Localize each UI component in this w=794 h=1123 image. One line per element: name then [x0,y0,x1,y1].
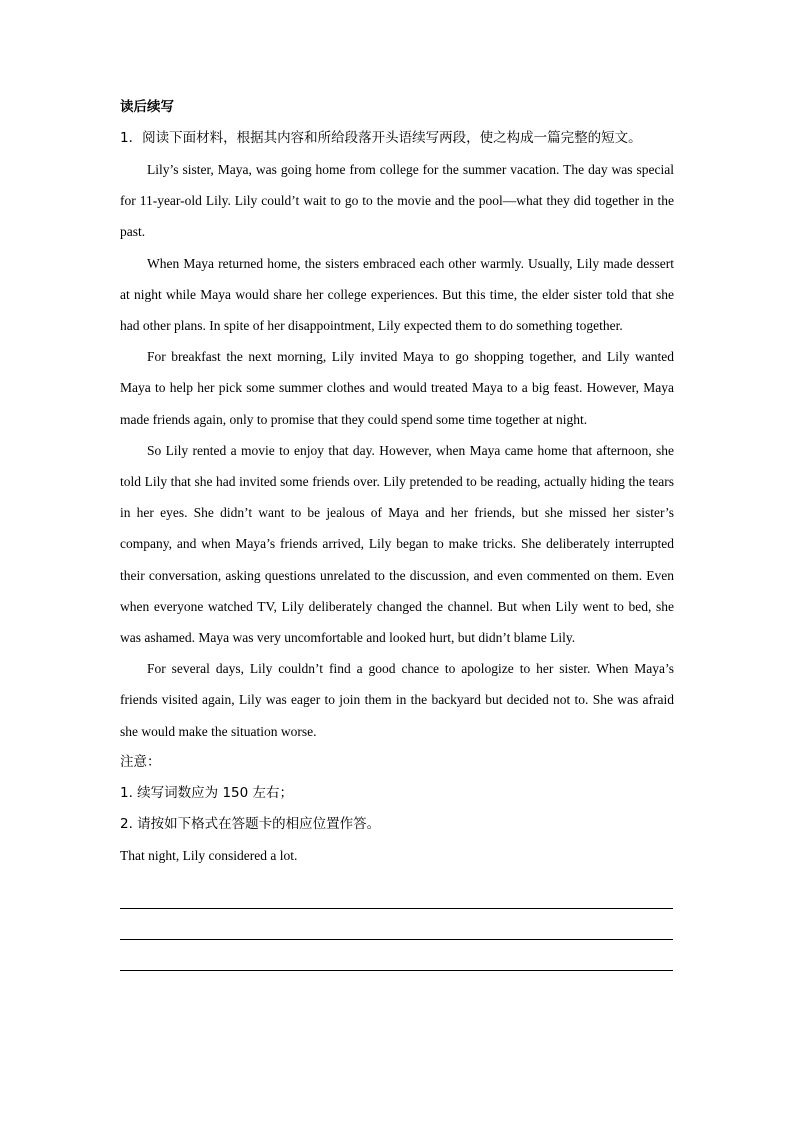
passage-paragraph-3: For breakfast the next morning, Lily invited Maya to go shopping together, and Lily wanted Maya to help her pick some summer clothes and would treated Maya to a big feast. However, Maya made friends again, only to promise that they could spend some time together at night. [120,349,674,427]
notes-title: 注意： [120,753,161,770]
answer-line-3[interactable] [120,940,673,971]
passage-paragraph-2: When Maya returned home, the sisters embraced each other warmly. Usually, Lily made dessert at night while Maya would share her college experiences. But this time, the elder sister told that she had other plans. In spite of her disappointment, Lily expected them to do something together. [120,255,674,334]
passage-paragraph-1: Lily’s sister, Maya, was going home from college for the summer vacation. The day was special for 11-year-old Lily. Lily could’t wait to go to the movie and the pool—what they did together in the past. [120,162,674,240]
note-item-1: 1. 续写词数应为 150 左右； [120,784,294,801]
answer-lines [120,878,674,971]
passage-paragraph-5: For several days, Lily couldn’t find a good chance to apologize to her sister. When Maya’s friends visited again, Lily was eager to join them in the backyard but decided not to. She was afraid she would make the situation worse. [120,661,674,739]
question-instruction [120,123,674,154]
passage-paragraph-4: So Lily rented a movie to enjoy that day. However, when Maya came home that afternoon, she told Lily that she had invited some friends over. Lily pretended to be reading, actually hiding the tears in her eyes. She didn’t want to be jealous of Maya and her friends, but she missed her sister’s company, and when Maya’s friends arrived, Lily began to make tricks. She deliberately interrupted their conversation, asking questions unrelated to the discussion, and even commented on them. Even when everyone watched TV, Lily deliberately changed the channel. But when Lily went to bed, she was ashamed. Maya was very uncomfortable and looked hurt, but didn’t blame Lily. [120,442,674,646]
note-item-2: 2. 请按如下格式在答题卡的相应位置作答。 [120,815,381,832]
question-number: 1． [120,130,143,146]
document-page [120,92,674,971]
continuation-prompt: That night, Lily considered a lot. [120,847,298,863]
question-text: 阅读下面材料，根据其内容和所给段落开头语续写两段，使之构成一篇完整的短文。 [142,130,642,146]
answer-line-2[interactable] [120,909,673,940]
section-title: 读后续写 [120,99,174,115]
answer-line-1[interactable] [120,878,673,909]
